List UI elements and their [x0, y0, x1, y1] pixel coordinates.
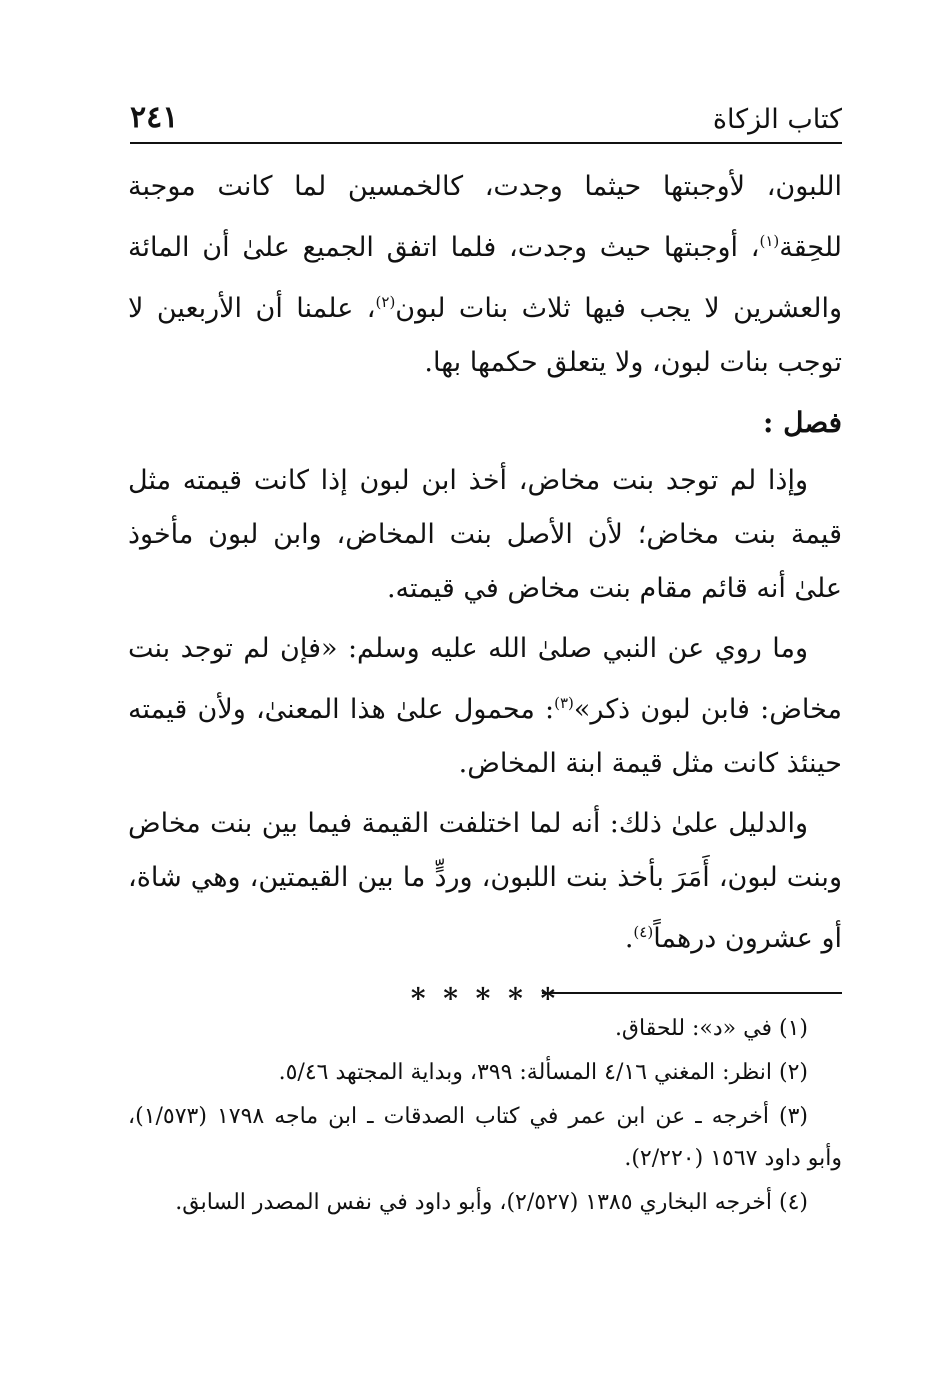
- paragraph-3-text-a: وما روي عن النبي صلىٰ الله عليه وسلم: «فإن لم توجد بنت مخاض: فابن لبون ذكر»: [128, 633, 843, 725]
- footnote-ref-2: (٢): [375, 293, 396, 311]
- paragraph-4-text-b: .: [624, 923, 634, 954]
- paragraph-2: وإذا لم توجد بنت مخاض، أخذ ابن لبون إذا كانت قيمته مثل قيمة بنت مخاض؛ لأن الأصل بنت المخاض، وابن لبون مأخوذ علىٰ أنه قائم مقام بنت مخاض في قيمته.: [128, 465, 842, 604]
- header-rule: [130, 142, 842, 144]
- footnote-1: (١) في «د»: للحقاق.: [614, 1016, 808, 1041]
- footnote-ref-4: (٤): [633, 923, 654, 941]
- paragraph-3-text-b: : محمول علىٰ هذا المعنىٰ، ولأن قيمته حينئذ كانت مثل قيمة ابنة المخاض.: [128, 694, 842, 779]
- paragraph-1-text-b: ، أوجبتها حيث وجدت، فلما اتفق الجميع علىٰ أن المائة والعشرين لا يجب فيها ثلاث بنات لبون: [128, 232, 843, 324]
- paragraph-1: [128, 160, 842, 390]
- chapter-title: كتاب الزكاة: [712, 104, 842, 135]
- paragraph-1-text-a: اللبون، لأوجبتها حيثما وجدت، كالخمسين لما كانت موجبة للحِقة: [128, 171, 842, 263]
- section-separator: * * * * *: [410, 982, 560, 1015]
- paragraph-3: [128, 622, 842, 791]
- footnote-3: (٣) أخرجه ـ عن ابن عمر في كتاب الصدقات ـ ابن ماجه ١٧٩٨ (١/٥٧٣)، وأبو داود ١٥٦٧ (٢/٢٢٠).: [128, 1104, 842, 1171]
- footnote-2: (٢) انظر: المغني ٤/١٦ المسألة: ٣٩٩، وبداية المجتهد ٥/٤٦.: [278, 1060, 808, 1085]
- paragraph-1-text-c: ، علمنا أن الأربعين لا توجب بنات لبون، ولا يتعلق حكمها بها.: [128, 293, 842, 378]
- footnote-rule: [542, 992, 842, 994]
- paragraph-4: [128, 797, 842, 966]
- main-text: [128, 160, 842, 1015]
- footnote-4: (٤) أخرجه البخاري ١٣٨٥ (٢/٥٢٧)، وأبو داود في نفس المصدر السابق.: [175, 1190, 808, 1215]
- section-heading: فصل :: [763, 406, 842, 439]
- footnotes: [128, 1008, 842, 1226]
- paragraph-4-text-a: والدليل علىٰ ذلك: أنه لما اختلفت القيمة فيما بين بنت مخاض وبنت لبون، أَمَرَ بأخذ بنت اللبون، وردٍّ ما بين القيمتين، وهي شاة، أو عشرون درهماً: [128, 808, 842, 954]
- page-number: ٢٤١: [130, 100, 179, 135]
- footnote-ref-1: (١): [759, 232, 780, 250]
- running-header: [130, 100, 842, 140]
- footnote-ref-3: (٣): [554, 694, 574, 712]
